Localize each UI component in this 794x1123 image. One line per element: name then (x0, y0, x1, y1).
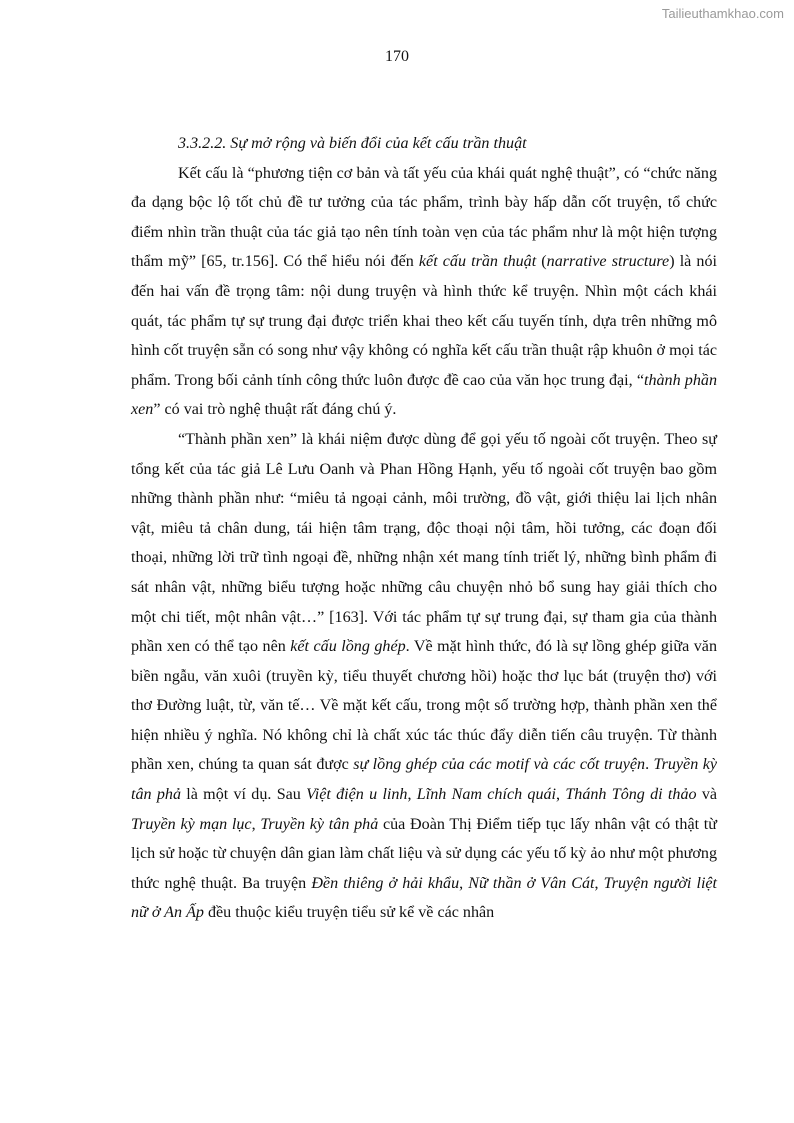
italic-term: sự lồng ghép của các motif và các cốt truyện (353, 756, 646, 774)
italic-title: Truyền kỳ mạn lục (131, 815, 252, 833)
italic-title: Truyền kỳ tân phả (260, 815, 379, 833)
italic-term: kết cấu lồng ghép (290, 638, 406, 656)
text-run: . (645, 756, 654, 774)
text-run: , (459, 874, 469, 892)
italic-title: Thánh Tông di thảo (565, 786, 697, 804)
watermark: Tailieuthamkhao.com (661, 6, 784, 21)
document-body (131, 129, 717, 928)
italic-term: thành phần xen (131, 371, 717, 419)
italic-term: narrative structure (546, 253, 670, 271)
italic-term: kết cấu trần thuật (418, 253, 537, 271)
text-run: của Đoàn Thị Điểm tiếp tục lấy nhân vật có thật từ lịch sử hoặc từ chuyện dân gian làm chất liệu và sử dụng các yếu tố kỳ ảo như một phương thức nghệ thuật. Ba truyện (131, 815, 717, 892)
italic-title: Việt điện u linh (306, 786, 408, 804)
italic-title: Truyện người liệt nữ ở An Ấp (131, 874, 718, 922)
text-run: và (696, 786, 718, 804)
text-run: ( (536, 253, 547, 271)
paragraph-2 (131, 425, 717, 928)
italic-title: Đền thiêng ở hải khẩu (311, 874, 460, 892)
page-number: 170 (385, 48, 409, 65)
paragraph-1 (131, 159, 717, 425)
section-heading: 3.3.2.2. Sự mở rộng và biến đổi của kết cấu trần thuật (178, 135, 527, 152)
italic-title: Lĩnh Nam chích quái (416, 786, 557, 804)
text-run: đều thuộc kiểu truyện tiểu sử kể về các nhân (203, 904, 495, 922)
text-run: là một ví dụ. Sau (181, 786, 307, 804)
text-run: , (556, 786, 566, 804)
text-run: , (251, 815, 261, 833)
text-run: , (594, 874, 604, 892)
italic-title: Truyền kỳ tân phả (131, 756, 717, 804)
text-run: , (407, 786, 417, 804)
text-run: “Thành phần xen” là khái niệm được dùng để gọi yếu tố ngoài cốt truyện. Theo sự tổng kết của tác giả Lê Lưu Oanh và Phan Hồng Hạnh, yếu tố ngoài cốt truyện bao gồm những thành phần như: “miêu tả ngoại cảnh, môi trường, đồ vật, giới thiệu lai lịch nhân vật, miêu tả chân dung, tái hiện tâm trạng, độc thoại nội tâm, hồi tưởng, các đoạn đối thoại, những lời trữ tình ngoại đề, những nhận xét mang tính triết lý, những bình phẩm đi sát nhân vật, những biểu tượng hoặc những câu chuyện nhỏ bổ sung hay giải thích cho một chi tiết, một nhân vật…” [163]. Với tác phẩm tự sự trung đại, sự tham gia của thành phần xen có thể tạo nên (131, 430, 717, 656)
text-run: . Về mặt hình thức, đó là sự lồng ghép giữa văn biền ngẫu, văn xuôi (truyền kỳ, tiểu thuyết chương hồi) hoặc thơ lục bát (truyện thơ) với thơ Đường luật, từ, văn tế… Về mặt kết cấu, trong một số trường hợp, thành phần xen thể hiện nhiều ý nghĩa. Nó không chỉ là chất xúc tác thúc đẩy diễn tiến câu truyện. Từ thành phần xen, chúng ta quan sát được (131, 638, 717, 774)
text-run: Kết cấu là “phương tiện cơ bản và tất yếu của khái quát nghệ thuật”, có “chức năng đa dạng bộc lộ tốt chủ đề tư tưởng của tác phẩm, trình bày hấp dẫn cốt truyện, tổ chức điểm nhìn trần thuật của tác giả tạo nên tính toàn vẹn của tác phẩm như là một hiện tượng thẩm mỹ” [65, tr.156]. Có thể hiểu nói đến (131, 164, 717, 271)
text-run: ) là nói đến hai vấn đề trọng tâm: nội dung truyện và hình thức kể truyện. Nhìn một cách khái quát, tác phẩm tự sự trung đại được triển khai theo kết cấu tuyến tính, dựa trên những mô hình cốt truyện sẵn có song như vậy không có nghĩa kết cấu trần thuật rập khuôn ở mọi tác phẩm. Trong bối cảnh tính công thức luôn được đề cao của văn học trung đại, “ (131, 253, 717, 389)
text-run: ” có vai trò nghệ thuật rất đáng chú ý. (153, 401, 397, 419)
italic-title: Nữ thần ở Vân Cát (468, 874, 595, 892)
